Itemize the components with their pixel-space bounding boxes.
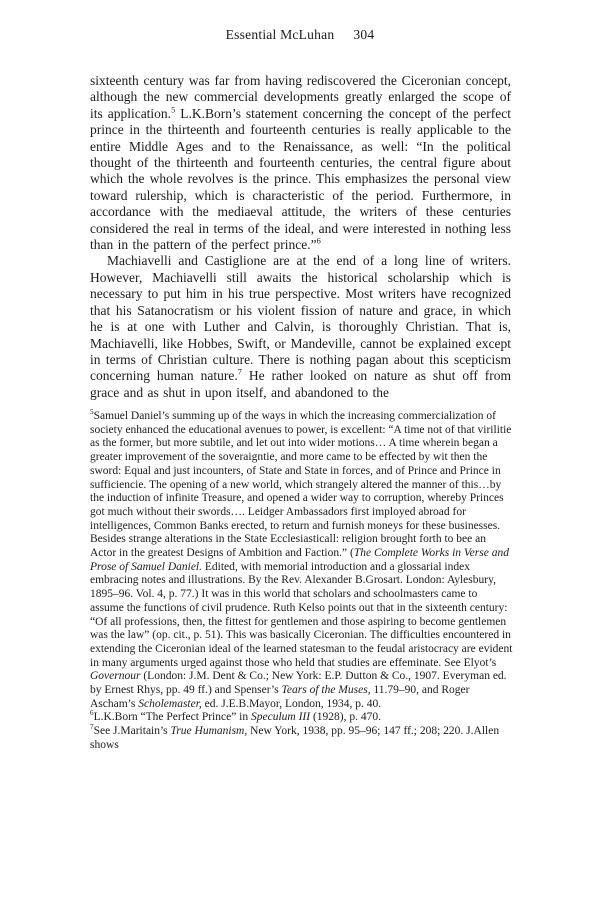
body-text [90, 73, 511, 401]
footnotes [90, 410, 514, 753]
body-paragraph-2: Machiavelli and Castiglione are at the end of a long line of writers. However, Machiavelli still awaits the historical scholarship which is necessary to put him in his true perspective. Most writers have recognized that his Satanocratism or his violent fission of nature and grace, in which he is at one with Luther and Calvin, is thoroughly Christian. That is, Machiavelli, like Hobbes, Swift, or Mandeville, cannot be explained except in terms of Christian culture. There is nothing pagan about this scepticism concerning human nature.$^7$ He rather looked on nature as shut off from grace and as shut in upon itself, and abandoned to the [90, 253, 511, 400]
page-number: 304 [353, 27, 375, 42]
footnote-7: $^7$See J.Maritain’s True Humanism, New York, 1938, pp. 95–96; 147 ff.; 208; 220. J.Allen shows [90, 723, 500, 751]
book-title: Essential McLuhan [225, 27, 335, 42]
footnote-5: $^5$Samuel Daniel’s summing up of the ways in which the increasing commercialization of society enhanced the educational avenues to power, is excellent: “A time not of that virilitie as the former, but more subtile, and let out into wider motions… A time wherein began a greater improvement of the soveraigntie, and more came to be effected by wit then the sword: Equal and just incounters, of State and State in forces, and of Prince and Prince in sufficiencie. The opening of a new world, which strangely altered the manner of this…by the induction of infinite Treasure, and opened a wider way to corruption, whereby Princes got much without their swords…. Leidger Ambassadors first imployed abroad for intelligences, Common Banks erected, to return and furnish moneys for these businesses. Besides strange alterations in the State Ecclesiasticall: religion brought forth to bee an Actor in the greatest Designs of Ambition and Faction.” (The Complete Works in Verse and Prose of Samuel Daniel. Edited, with memorial introduction and a glossarial index embracing notes and illustrations. By the Rev. Alexander B.Grosart. London: Aylesbury, 1895–96. Vol. 4, p. 77.) It was in this world that scholars and schoolmasters came to assume the functions of civil prudence. Ruth Kelso points out that in the sixteenth century: “Of all professions, then, the fittest for gentlemen and those aspiring to become gentlemen was the law” (op. cit., p. 51). This was basically Ciceronian. The difficulties encountered in extending the Ciceronian ideal of the learned statesman to the feudal aristocracy are evident in many arguments urged against those who held that studies are effeminate. See Elyot’s Governour (London: J.M. Dent & Co.; New York: E.P. Dutton & Co., 1907. Everyman ed. by Ernest Rhys, pp. 49 ff.) and Spenser’s Tears of the Muses, 11.79–90, and Roger Ascham’s Scholemaster, ed. J.E.B.Mayor, London, 1934, p. 40. [90, 408, 513, 710]
body-paragraph-1: sixteenth century was far from having rediscovered the Ciceronian concept, although the new commercial developments greatly enlarged the scope of its application.$^5$ L.K.Born’s statement concerning the concept of the perfect prince in the thirteenth and fourteenth centuries is really applicable to the entire Middle Ages and to the Renaissance, as well: “In the political thought of the thirteenth and fourteenth centuries, the central figure about which the whole revolves is the prince. This emphasizes the personal view toward rulership, which is characteristic of the period. Furthermore, in accordance with the mediaeval attitude, the writers of these centuries considered the real in terms of the ideal, and were interested in nothing less than in the pattern of the perfect prince.”$^6$ [90, 73, 511, 253]
footnote-6: $^6$L.K.Born “The Perfect Prince” in Speculum III (1928), p. 470. [90, 709, 381, 724]
page-header [0, 27, 600, 43]
